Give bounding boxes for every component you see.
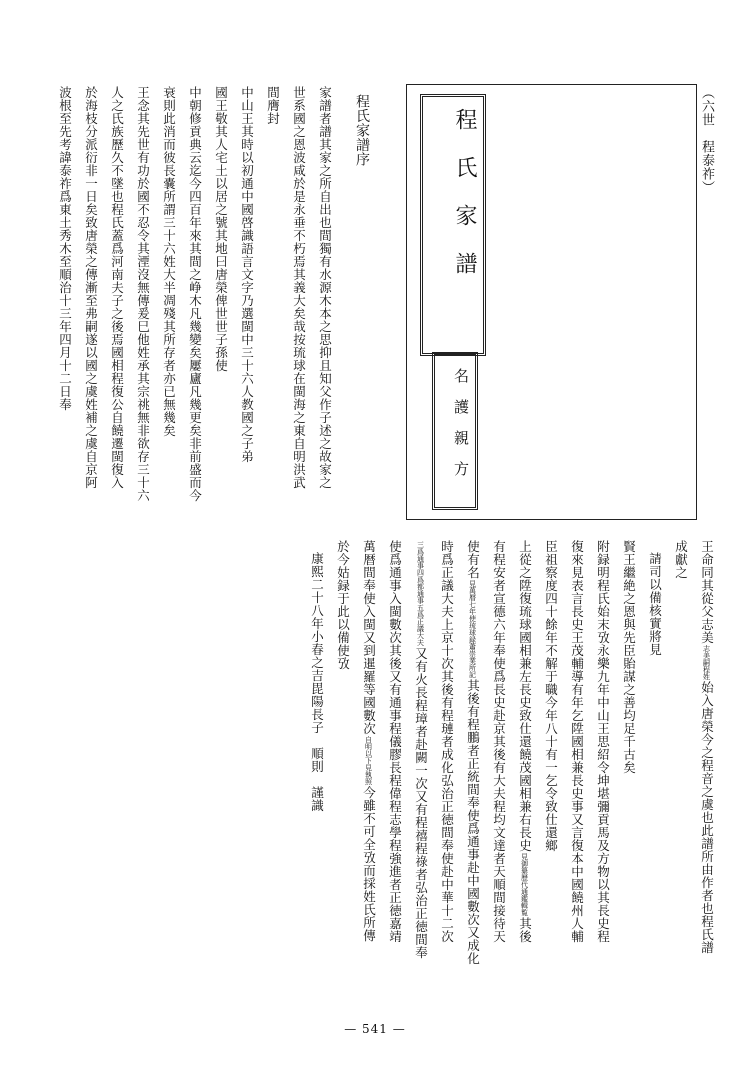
interlinear-note: 志美嗣程姓: [702, 645, 711, 680]
continuation-line: 使爲通事入閩數次其後又有通事程儀膠長程偉程志學程強進者正徳嘉靖: [387, 540, 403, 943]
interlinear-note: 見萬暦七年使琉球録蕭崇業所記: [468, 580, 477, 678]
preface-line: 衰則此消而彼長嚢所謂三十六姓大半凋殘其所存者亦已無幾矣: [161, 86, 177, 437]
continuation-line: 三爲通事四爲都通事五爲正議大夫又有火長程璋者赴闕一次又有程禧程祿者弘治正徳間奉: [413, 541, 429, 959]
continuation-line: 賢王繼絶之恩與先臣貽謀之善均足千古矣: [621, 540, 637, 774]
interlinear-note: 三爲通事四爲都通事五爲正議大夫: [416, 541, 425, 646]
interlinear-note: 見御纂歷代通鑑輯覧: [520, 853, 529, 916]
preface-line: 家譜者譜其家之所自出也間獨有水源木本之思抑且知父作子述之故家之: [317, 86, 333, 489]
continuation-line: 請司以備核實將見: [647, 552, 663, 656]
continuation-line: 於今姑録于此以備使攷: [335, 540, 351, 670]
owner-name: 名護親方: [452, 368, 470, 492]
preface-heading: 程氏家譜序: [354, 94, 370, 167]
preface-line: 世系國之恩波咸於是永垂不朽焉其義大矣哉按琉球在閩海之東自明洪武: [291, 86, 307, 489]
preface-line: 人之氏族歷久不墜也程氏蓋爲河南夫子之後焉國相程復公自饒遷閩復入: [109, 86, 125, 489]
continuation-line: 王命同其從父志美志美嗣程姓始入唐榮今之程音之虞也此譜所由作者也程氏譜: [699, 540, 715, 954]
continuation-line: 成獻之: [673, 540, 689, 579]
signature-line: 康熙二十八年小春之吉毘陽長子 順則 謹識: [309, 552, 325, 812]
book-title: 程氏家譜: [452, 108, 477, 300]
preface-line: 中朝修貢典云迄今四百年來其間之峥木凡幾變矣屢廬凡幾更矣非前盛而今: [187, 86, 203, 502]
continuation-line: 附録明程氏始末攷永樂九年中山王思紹令坤堪彌貢馬及方物以其長史程: [595, 540, 611, 943]
preface-line: 間膺封: [265, 86, 281, 125]
interlinear-note: 自明以下見執照: [364, 736, 373, 785]
continuation-line: 臣祖察度四十餘年不解于職今年八十有一乞令致仕還鄉: [543, 540, 559, 852]
preface-line: 王念其先世有功於國不忍令其湮沒無傳爰巳他姓承其宗祧無非欲存三十六: [135, 86, 151, 502]
generation-label: （六世 程泰祚）: [699, 86, 714, 194]
continuation-line: 上從之陞復琉球國相兼左長史致仕還饒茂國相兼右長史見御纂歷代通鑑輯覧其後: [517, 540, 533, 943]
continuation-line: 復來見表言長史王茂輔導有年乞陞國相兼長史事又言復本中國饒州人輔: [569, 540, 585, 943]
preface-line: 波根至先考諱泰祚爲東土秀木至順治十三年四月十二日奉: [57, 86, 73, 411]
page-number: — 541 —: [344, 1022, 406, 1036]
continuation-line: 有程安者宣德六年奉使爲長史赴京其後有大夫程均文達者天順間接待天: [491, 540, 507, 943]
continuation-line: 時爲正議大夫上京十次其後有程璉者成化弘治正徳間奉使赴中華十二次: [439, 540, 455, 943]
continuation-line: 萬暦間奉使入閩又到暹羅等國數次自明以下見執照今雖不可全攷而採姓氏所傳: [361, 540, 377, 942]
preface-line: 於海枝分派衍非一日矣致唐榮之傳漸至弗嗣遂以國之虞姓補之虞自京阿: [83, 86, 99, 489]
preface-line: 國王敬其人宅土以居之號其地曰唐榮俾世世子孫使: [213, 86, 229, 372]
continuation-line: 使有名見萬暦七年使琉球録蕭崇業所記其後有程鵬者正統間奉使爲通事赴中國數次又成化: [465, 540, 481, 965]
preface-line: 中山王其時以初通中國啓識語言文字乃選閩中三十六人教國之子弟: [239, 86, 255, 463]
